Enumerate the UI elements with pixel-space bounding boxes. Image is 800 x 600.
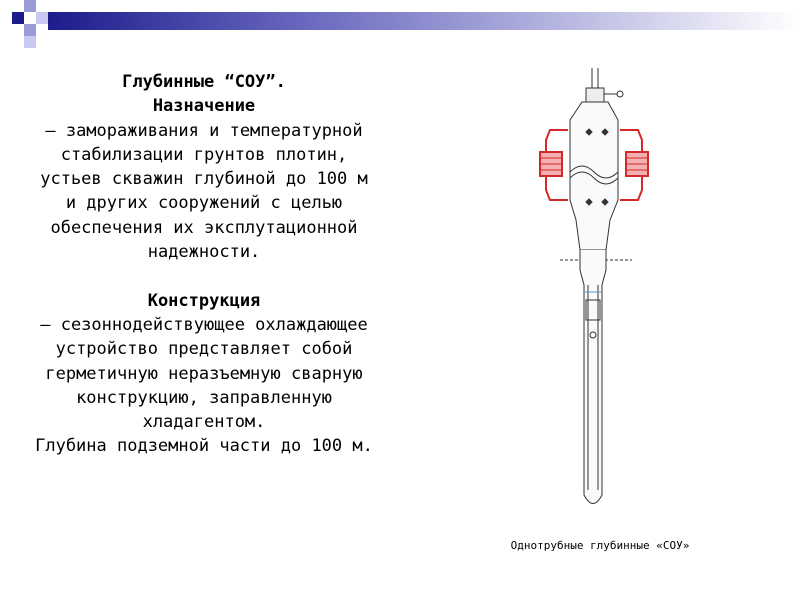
purpose-heading: Назначение [152,96,256,117]
construction-text: – сезоннодействующее охлаждающее устройство представляет собой герметичную неразъемную сварную конструкцию, заправленную хладагентом. [40,314,368,433]
figure-caption: Однотрубные глубинные «СОУ» [510,539,690,552]
slide-title: Глубинные “СОУ”. [122,72,286,92]
depth-text: Глубина подземной части до 100 м. [35,436,373,457]
valve [586,88,604,102]
title-banner [0,0,800,50]
cooling-device-diagram [520,60,670,520]
underground-tube [580,250,606,504]
construction-heading: Конструкция [147,290,261,311]
purpose-text: – замораживания и температурной стабилизации грунтов плотин, устьев скважин глубиной до 100 м и других сооружений с целью обеспечения их эксплутационной надежности. [40,120,368,263]
condenser-body [570,102,618,250]
description-text [34,70,374,459]
